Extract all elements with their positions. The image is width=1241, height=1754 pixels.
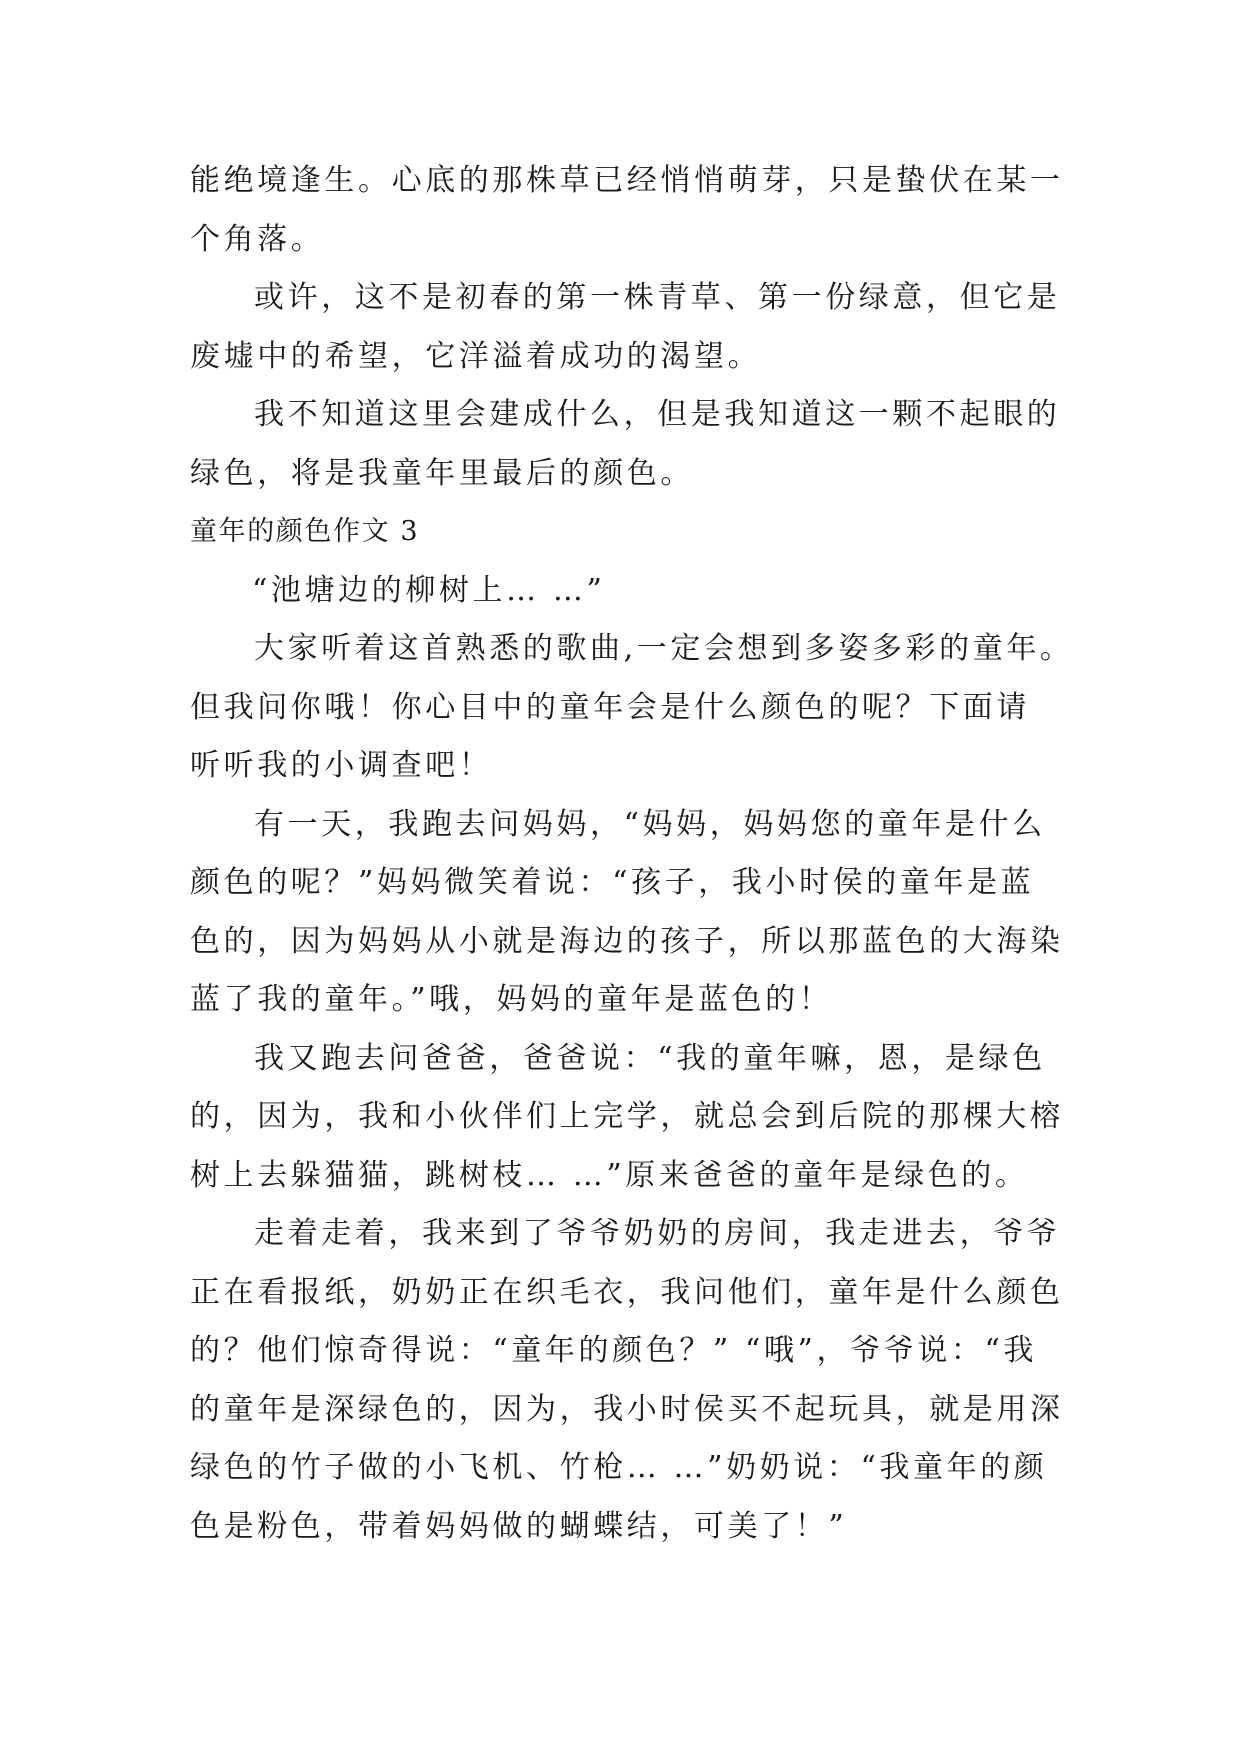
section-heading: 童年的颜色作文 3: [190, 516, 420, 547]
text-line: 的，因为，我和小伙伴们上完学，就总会到后院的那棵大榕: [190, 1099, 1064, 1134]
text-line: 能绝境逢生。心底的那株草已经悄悄萌芽，只是蛰伏在某一: [190, 163, 1064, 198]
text-line: 大家听着这首熟悉的歌曲,一定会想到多姿多彩的童年。: [254, 631, 1074, 666]
text-line: 个角落。: [190, 221, 325, 257]
body-text: [190, 162, 1074, 1566]
text-line: 蓝了我的童年。”哦，妈妈的童年是蓝色的！: [190, 982, 833, 1017]
text-line: 或许，这不是初春的第一株青草、第一份绿意，但它是: [254, 280, 1061, 315]
text-line: 废墟中的希望，它洋溢着成功的渴望。: [190, 338, 762, 374]
text-line: 色是粉色，带着妈妈做的蝴蝶结，可美了！”: [190, 1508, 848, 1544]
text-line: 的童年是深绿色的，因为，我小时侯买不起玩具，就是用深: [190, 1391, 1064, 1427]
text-line: 听听我的小调查吧！: [190, 748, 493, 783]
text-line: 绿色的竹子做的小飞机、竹枪… …”奶奶说：“我童年的颜: [190, 1450, 1048, 1485]
text-line: 绿色，将是我童年里最后的颜色。: [190, 455, 694, 491]
text-line: 正在看报纸，奶奶正在织毛衣，我问他们，童年是什么颜色: [190, 1274, 1064, 1310]
text-line: 我不知道这里会建成什么，但是我知道这一颗不起眼的: [254, 397, 1061, 432]
text-line: 有一天，我跑去问妈妈，“妈妈，妈妈您的童年是什么: [254, 806, 1046, 842]
text-line: 树上去躲猫猫，跳树枝… …”原来爸爸的童年是绿色的。: [190, 1157, 1029, 1193]
text-line: 我又跑去问爸爸，爸爸说：“我的童年嘛，恩，是绿色: [254, 1040, 1046, 1076]
text-line: “池塘边的柳树上… …”: [252, 572, 606, 608]
text-line: 色的，因为妈妈从小就是海边的孩子，所以那蓝色的大海染: [190, 923, 1064, 959]
text-line: 走着走着，我来到了爷爷奶奶的房间，我走进去，爷爷: [254, 1216, 1061, 1251]
text-line: 颜色的呢？”妈妈微笑着说：“孩子，我小时侯的童年是蓝: [190, 865, 1035, 900]
text-line: 但我问你哦！你心目中的童年会是什么颜色的呢？下面请: [190, 689, 1030, 725]
text-line: 的？他们惊奇得说：“童年的颜色？” “哦”，爷爷说：“我: [190, 1333, 1038, 1368]
